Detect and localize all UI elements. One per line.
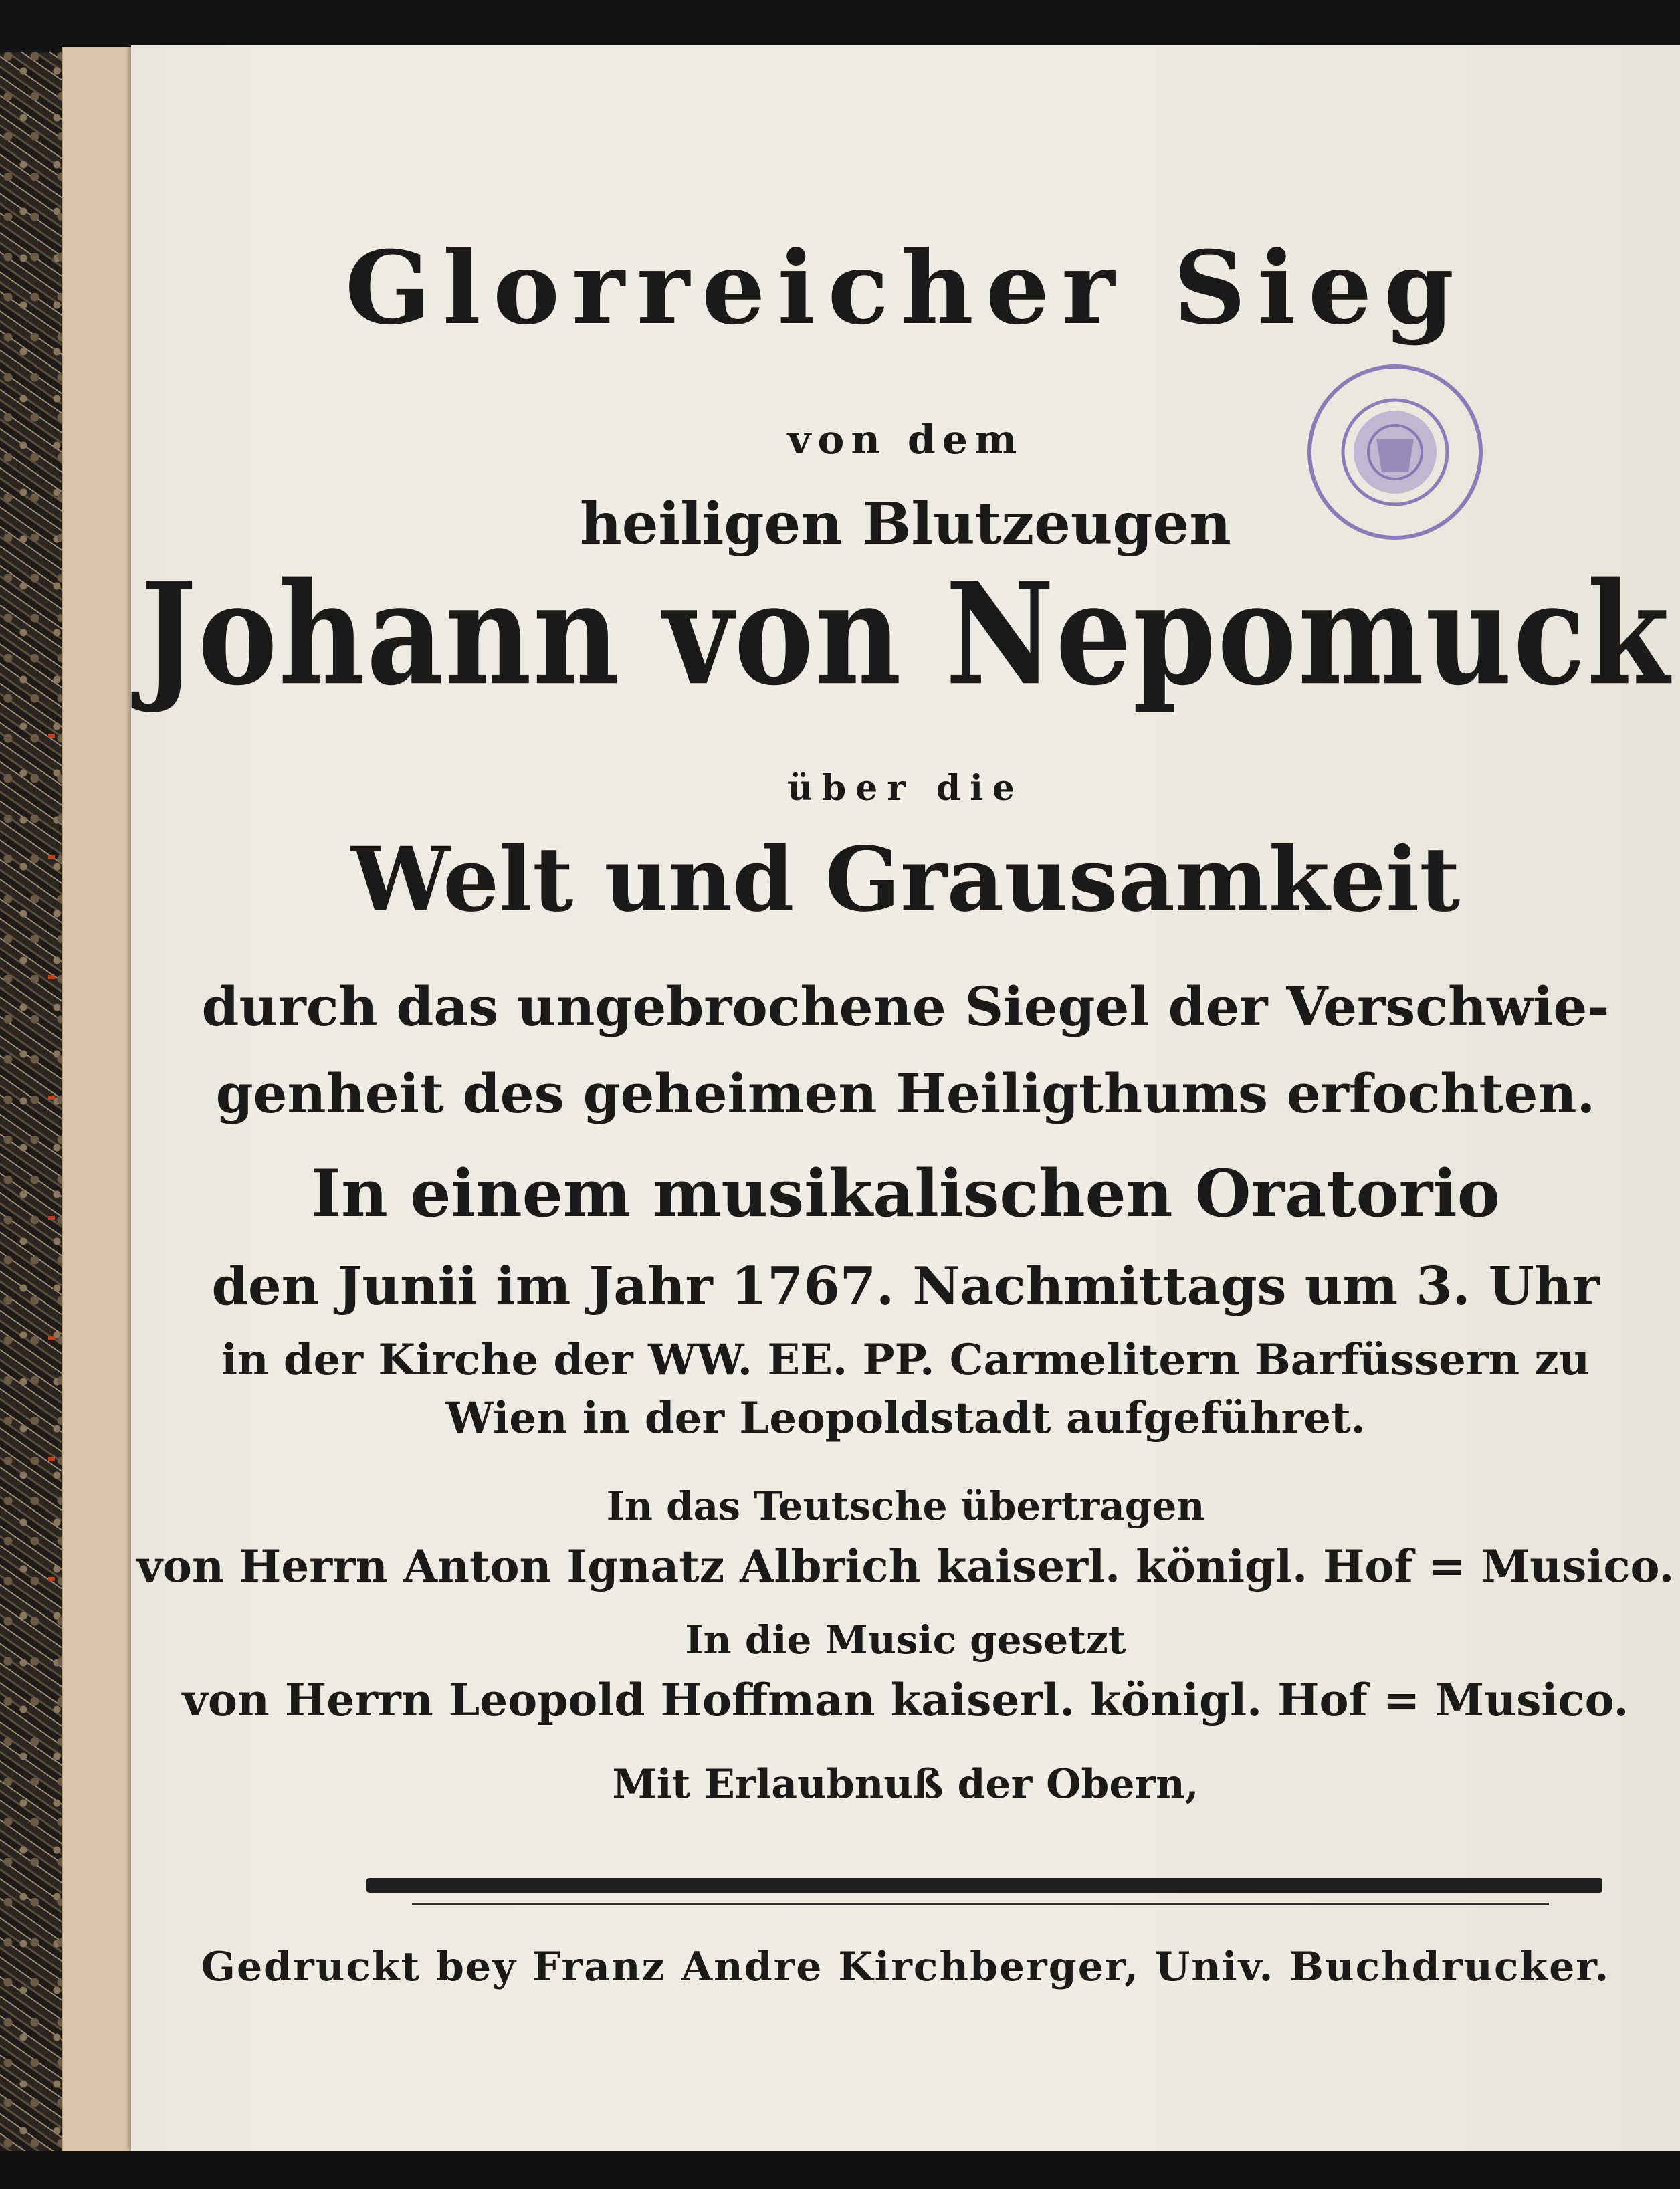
translator-line: von Herrn Anton Ignatz Albrich kaiserl. königl. Hof = Musico. [136, 1540, 1675, 1592]
body-line: genheit des geheimen Heiligthums erfochten. [215, 1062, 1596, 1125]
translator-heading: In das Teutsche übertragen [606, 1483, 1205, 1529]
library-stamp [1301, 358, 1489, 546]
title-line: Glorreicher Sieg [344, 229, 1467, 347]
permission-line: Mit Erlaubnuß der Obern, [612, 1761, 1199, 1808]
stamp-seal-icon [1301, 358, 1489, 546]
subtitle-line: von dem [787, 417, 1024, 463]
saint-name: Johann von Nepomuck [140, 551, 1671, 716]
imprint-line: Gedruckt bey Franz Andre Kirchberger, Univ. Buchdrucker. [201, 1944, 1610, 1990]
subtitle-line: über die [787, 768, 1024, 809]
date-line: den Junii im Jahr 1767. Nachmittags um 3. Uhr [211, 1256, 1600, 1317]
subtitle-line: heiligen Blutzeugen [580, 490, 1231, 558]
venue-line: in der Kirche der WW. EE. PP. Carmelitern Barfüssern zu [221, 1335, 1590, 1385]
composer-line: von Herrn Leopold Hoffman kaiserl. königl. Hof = Musico. [182, 1674, 1629, 1726]
venue-line: Wien in der Leopoldstadt aufgeführet. [445, 1393, 1366, 1443]
scan-top-border [0, 0, 1680, 47]
genre-line: In einem musikalischen Oratorio [311, 1156, 1500, 1231]
divider-rule [412, 1903, 1549, 1905]
scan-bottom-border [0, 2151, 1680, 2189]
marbled-cover [0, 52, 67, 2152]
divider-rule [366, 1878, 1602, 1893]
composer-heading: In die Music gesetzt [685, 1617, 1126, 1663]
title-page [131, 45, 1680, 2151]
subtitle-line: Welt und Grausamkeit [350, 828, 1461, 932]
body-line: durch das ungebrochene Siegel der Verschwie- [201, 975, 1610, 1038]
